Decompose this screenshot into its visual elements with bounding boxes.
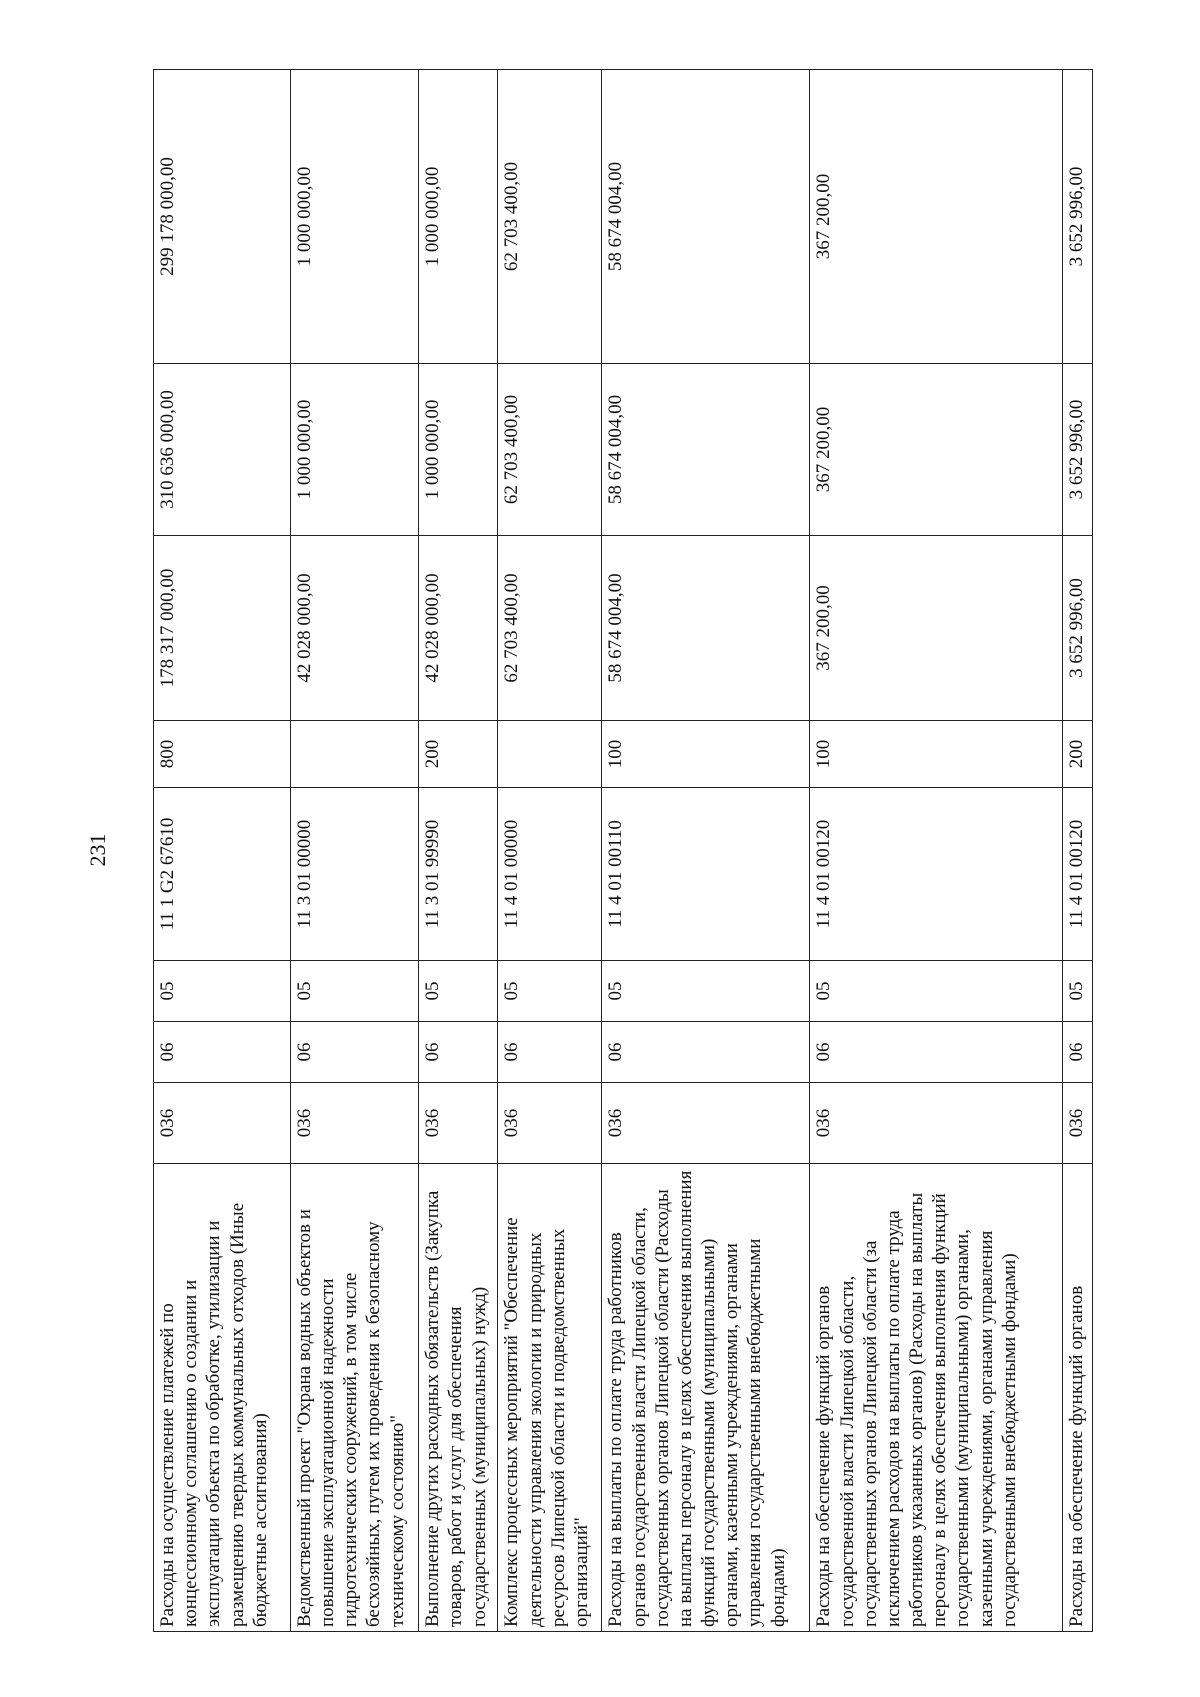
row-ved: 036 xyxy=(810,1083,1063,1164)
row-rz: 06 xyxy=(810,1022,1063,1083)
row-name: Выполнение других расходных обязательств (Закупка товаров, работ и услуг для обеспечения государственных (муниципальных) нужд) xyxy=(419,1164,498,1632)
row-vr: 200 xyxy=(419,721,498,788)
row-name: Комплекс процессных мероприятий "Обеспечение деятельности управления экологии и природных ресурсов Липецкой области и подведомственных организаций" xyxy=(498,1164,602,1632)
row-vr xyxy=(498,721,602,788)
row-csr: 11 4 01 00110 xyxy=(602,788,810,961)
table-row xyxy=(154,70,291,1632)
row-ved: 036 xyxy=(498,1083,602,1164)
row-pr: 05 xyxy=(810,961,1063,1022)
row-amount-year2: 1 000 000,00 xyxy=(290,364,418,536)
row-amount-year1: 367 200,00 xyxy=(810,536,1063,721)
row-ved: 036 xyxy=(154,1083,291,1164)
row-csr: 11 4 01 00120 xyxy=(810,788,1063,961)
budget-table-wrapper xyxy=(153,70,1093,1632)
row-vr: 100 xyxy=(810,721,1063,788)
table-row xyxy=(419,70,498,1632)
row-vr: 200 xyxy=(1063,721,1093,788)
row-vr: 800 xyxy=(154,721,291,788)
table-row xyxy=(602,70,810,1632)
row-name: Расходы на осуществление платежей по концессионному соглашению о создании и эксплуатации объекта по обработке, утилизации и размещению твердых коммунальных отходов (Иные бюджетные ассигнования) xyxy=(154,1164,291,1632)
row-csr: 11 4 01 00120 xyxy=(1063,788,1093,961)
row-csr: 11 3 01 00000 xyxy=(290,788,418,961)
row-ved: 036 xyxy=(602,1083,810,1164)
row-amount-year2: 1 000 000,00 xyxy=(419,364,498,536)
row-amount-year2: 367 200,00 xyxy=(810,364,1063,536)
row-ved: 036 xyxy=(290,1083,418,1164)
row-rz: 06 xyxy=(154,1022,291,1083)
row-name: Расходы на выплаты по оплате труда работников органов государственной власти Липецкой области, государственных органов Липецкой области (Расходы на выплаты персоналу в целях обеспечения выполнения функций государственными (муниципальными) органами, казенными учреждениями, органами управления государственными внебюджетными фондами) xyxy=(602,1164,810,1632)
row-amount-year1: 58 674 004,00 xyxy=(602,536,810,721)
row-amount-year3: 1 000 000,00 xyxy=(419,70,498,364)
table-row xyxy=(290,70,418,1632)
row-rz: 06 xyxy=(498,1022,602,1083)
row-rz: 06 xyxy=(419,1022,498,1083)
row-amount-year1: 3 652 996,00 xyxy=(1063,536,1093,721)
row-amount-year2: 310 636 000,00 xyxy=(154,364,291,536)
row-rz: 06 xyxy=(1063,1022,1093,1083)
row-amount-year1: 42 028 000,00 xyxy=(419,536,498,721)
row-pr: 05 xyxy=(1063,961,1093,1022)
row-name: Расходы на обеспечение функций органов государственной власти Липецкой области, государственных органов Липецкой области (за исключением расходов на выплаты по оплате труда работников указанных органов) (Расходы на выплаты персоналу в целях обеспечения выполнения функций государственными (муниципальными) органами, казенными учреждениями, органами управления государственными внебюджетными фондами) xyxy=(810,1164,1063,1632)
page-number: 231 xyxy=(85,833,110,867)
row-amount-year2: 3 652 996,00 xyxy=(1063,364,1093,536)
row-amount-year2: 58 674 004,00 xyxy=(602,364,810,536)
row-rz: 06 xyxy=(290,1022,418,1083)
row-csr: 11 1 G2 67610 xyxy=(154,788,291,961)
budget-table xyxy=(153,69,1093,1632)
row-name: Ведомственный проект "Охрана водных объектов и повышение эксплуатационной надежности гидротехнических сооружений, в том числе бесхозяйных, путем их проведения к безопасному техническому состоянию" xyxy=(290,1164,418,1632)
table-row xyxy=(810,70,1063,1632)
row-ved: 036 xyxy=(419,1083,498,1164)
row-amount-year1: 178 317 000,00 xyxy=(154,536,291,721)
row-vr xyxy=(290,721,418,788)
row-amount-year2: 62 703 400,00 xyxy=(498,364,602,536)
row-amount-year3: 1 000 000,00 xyxy=(290,70,418,364)
row-csr: 11 3 01 99990 xyxy=(419,788,498,961)
row-name: Расходы на обеспечение функций органов xyxy=(1063,1164,1093,1632)
row-amount-year3: 367 200,00 xyxy=(810,70,1063,364)
row-amount-year1: 62 703 400,00 xyxy=(498,536,602,721)
row-amount-year3: 62 703 400,00 xyxy=(498,70,602,364)
row-amount-year3: 299 178 000,00 xyxy=(154,70,291,364)
row-amount-year3: 58 674 004,00 xyxy=(602,70,810,364)
table-row xyxy=(1063,70,1093,1632)
row-csr: 11 4 01 00000 xyxy=(498,788,602,961)
row-rz: 06 xyxy=(602,1022,810,1083)
row-ved: 036 xyxy=(1063,1083,1093,1164)
row-pr: 05 xyxy=(602,961,810,1022)
row-vr: 100 xyxy=(602,721,810,788)
row-pr: 05 xyxy=(419,961,498,1022)
table-row xyxy=(498,70,602,1632)
row-pr: 05 xyxy=(154,961,291,1022)
row-pr: 05 xyxy=(290,961,418,1022)
row-amount-year3: 3 652 996,00 xyxy=(1063,70,1093,364)
row-amount-year1: 42 028 000,00 xyxy=(290,536,418,721)
row-pr: 05 xyxy=(498,961,602,1022)
